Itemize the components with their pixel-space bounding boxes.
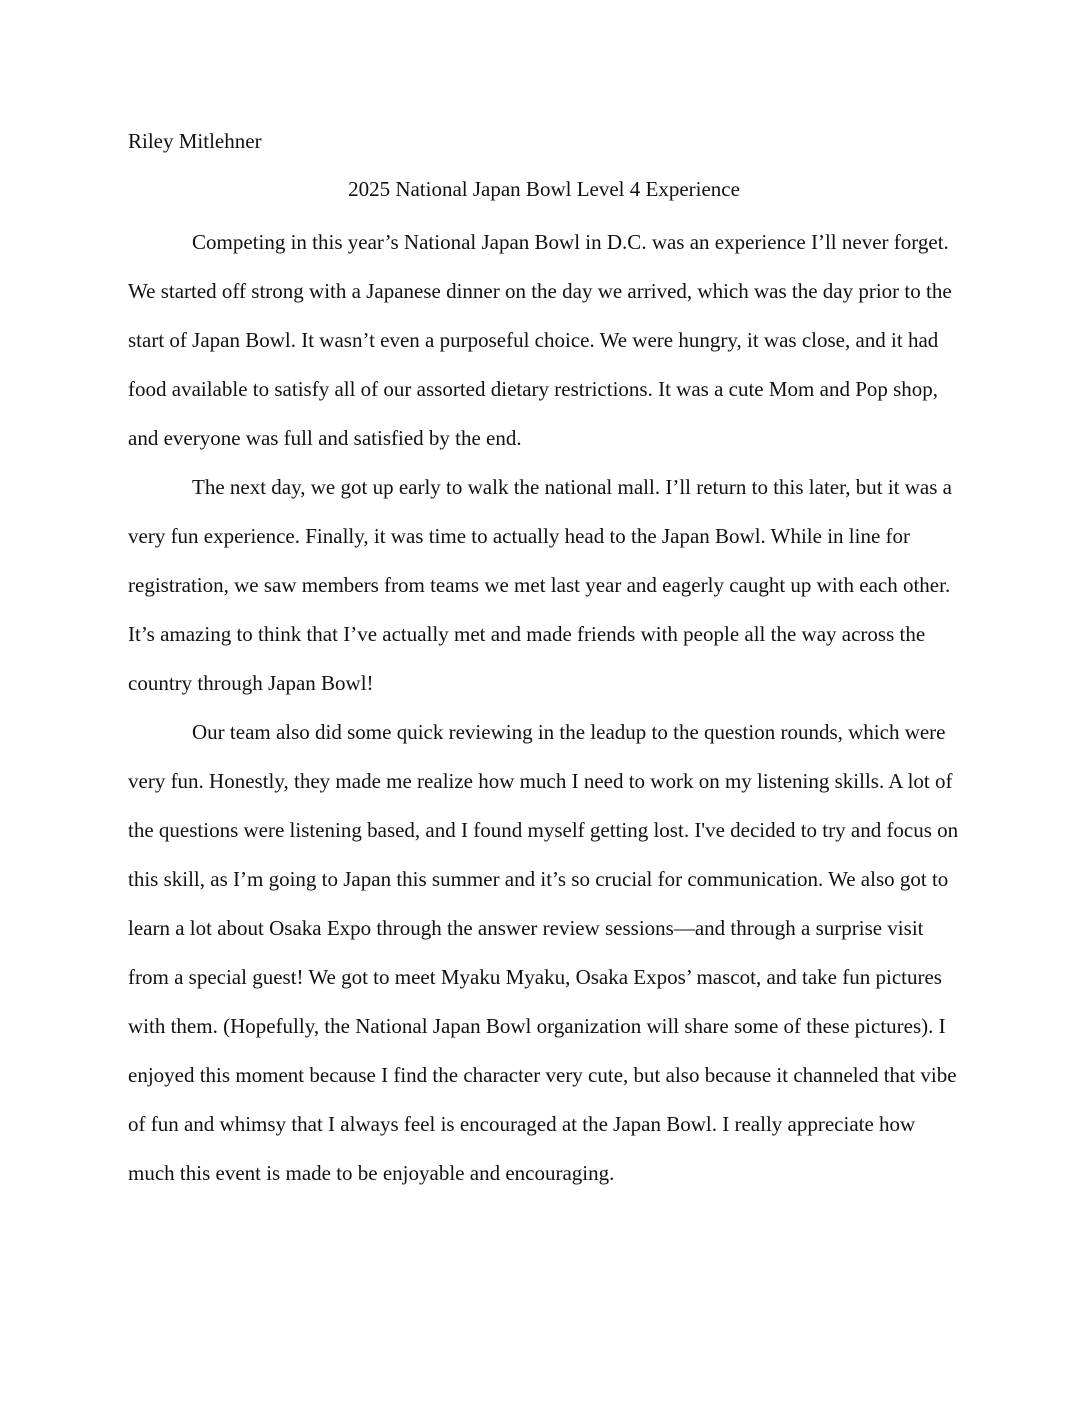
paragraph-3: Our team also did some quick reviewing in the leadup to the question rounds, which were very fun. Honestly, they made me realize how much I need to work on my listening skills. A lot of the questions were listening based, and I found myself getting lost. I've decided to try and focus on this skill, as I’m going to Japan this summer and it’s so crucial for communication. We also got to learn a lot about Osaka Expo through the answer review sessions—and through a surprise visit from a special guest! We got to meet Myaku Myaku, Osaka Expos’ mascot, and take fun pictures with them. (Hopefully, the National Japan Bowl organization will share some of these pictures). I enjoyed this moment because I find the character very cute, but also because it channeled that vibe of fun and whimsy that I always feel is encouraged at the Japan Bowl. I really appreciate how much this event is made to be enjoyable and encouraging. [128, 720, 959, 1185]
author-name: Riley Mitlehner [128, 129, 262, 153]
paragraph-2: The next day, we got up early to walk the national mall. I’ll return to this later, but it was a very fun experience. Finally, it was time to actually head to the Japan Bowl. While in line for registration, we saw members from teams we met last year and eagerly caught up with each other. It’s amazing to think that I’ve actually met and made friends with people all the way across the country through Japan Bowl! [128, 475, 952, 695]
document-body [128, 122, 960, 1198]
document-title: 2025 National Japan Bowl Level 4 Experience [348, 177, 740, 201]
paragraph-1: Competing in this year’s National Japan Bowl in D.C. was an experience I’ll never forget. We started off strong with a Japanese dinner on the day we arrived, which was the day prior to the start of Japan Bowl. It wasn’t even a purposeful choice. We were hungry, it was close, and it had food available to satisfy all of our assorted dietary restrictions. It was a cute Mom and Pop shop, and everyone was full and satisfied by the end. [128, 230, 952, 450]
